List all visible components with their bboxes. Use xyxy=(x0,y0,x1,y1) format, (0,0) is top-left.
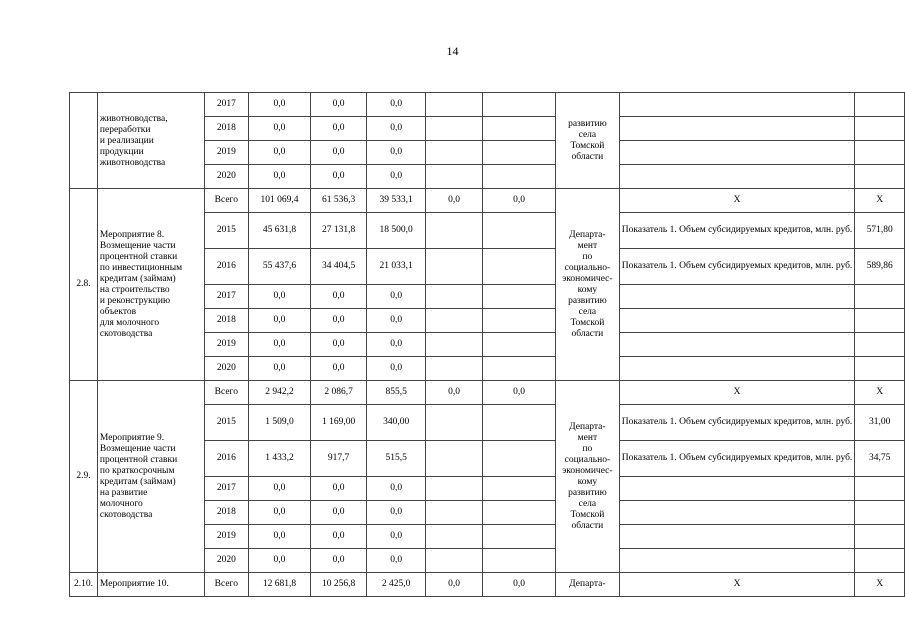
budget-cell: 515,5 xyxy=(367,441,426,477)
indicator-cell xyxy=(619,501,855,525)
executor-cell: Департа- xyxy=(555,573,619,597)
empty-cell xyxy=(425,309,482,333)
year-cell: 2016 xyxy=(204,249,249,285)
indicator-value-cell xyxy=(855,549,905,573)
budget-cell: 0,0 xyxy=(310,141,367,165)
total-cell: 45 631,8 xyxy=(249,213,311,249)
year-cell: 2018 xyxy=(204,501,249,525)
indicator-value-cell xyxy=(855,333,905,357)
budget-cell: 18 500,0 xyxy=(367,213,426,249)
budget-cell: 39 533,1 xyxy=(367,189,426,213)
year-cell: 2020 xyxy=(204,357,249,381)
indicator-cell xyxy=(619,165,855,189)
indicator-cell: Показатель 1. Объем субсидируемых кредитов, млн. руб. xyxy=(619,441,855,477)
budget-cell: 0,0 xyxy=(310,525,367,549)
empty-cell xyxy=(425,93,482,117)
empty-cell xyxy=(425,333,482,357)
budget-cell: 340,00 xyxy=(367,405,426,441)
year-cell: 2018 xyxy=(204,117,249,141)
program-activities-table xyxy=(69,92,905,597)
empty-cell xyxy=(483,441,556,477)
budget-cell: 0,0 xyxy=(310,285,367,309)
total-cell: 0,0 xyxy=(249,525,311,549)
empty-cell xyxy=(483,285,556,309)
empty-cell xyxy=(425,141,482,165)
budget-cell: 0,0 xyxy=(367,141,426,165)
table-row xyxy=(70,189,905,213)
indicator-cell: Показатель 1. Объем субсидируемых кредитов, млн. руб. xyxy=(619,213,855,249)
budget-cell: 0,0 xyxy=(367,165,426,189)
empty-cell xyxy=(483,117,556,141)
indicator-cell: Х xyxy=(619,573,855,597)
indicator-cell xyxy=(619,309,855,333)
year-cell: Всего xyxy=(204,381,249,405)
total-cell: 0,0 xyxy=(249,333,311,357)
empty-cell xyxy=(483,477,556,501)
budget-cell: 34 404,5 xyxy=(310,249,367,285)
indicator-value-cell xyxy=(855,525,905,549)
budget-cell: 21 033,1 xyxy=(367,249,426,285)
activity-name-cell: Мероприятие 10. xyxy=(97,573,204,597)
total-cell: 0,0 xyxy=(249,93,311,117)
indicator-cell xyxy=(619,549,855,573)
indicator-value-cell xyxy=(855,477,905,501)
total-cell: 0,0 xyxy=(249,309,311,333)
indicator-cell xyxy=(619,93,855,117)
budget-cell: 0,0 xyxy=(425,189,482,213)
indicator-value-cell: 589,86 xyxy=(855,249,905,285)
budget-cell: 2 086,7 xyxy=(310,381,367,405)
budget-cell: 0,0 xyxy=(310,477,367,501)
table-row xyxy=(70,381,905,405)
empty-cell xyxy=(483,309,556,333)
total-cell: 1 433,2 xyxy=(249,441,311,477)
empty-cell xyxy=(425,477,482,501)
indicator-cell: Х xyxy=(619,189,855,213)
indicator-value-cell xyxy=(855,357,905,381)
budget-cell: 0,0 xyxy=(483,573,556,597)
total-cell: 101 069,4 xyxy=(249,189,311,213)
year-cell: 2020 xyxy=(204,549,249,573)
budget-cell: 0,0 xyxy=(367,285,426,309)
total-cell: 0,0 xyxy=(249,117,311,141)
indicator-cell xyxy=(619,357,855,381)
year-cell: 2015 xyxy=(204,405,249,441)
year-cell: 2017 xyxy=(204,285,249,309)
table-row xyxy=(70,93,905,117)
budget-cell: 0,0 xyxy=(310,501,367,525)
total-cell: 0,0 xyxy=(249,285,311,309)
empty-cell xyxy=(483,165,556,189)
total-cell: 0,0 xyxy=(249,165,311,189)
budget-cell: 0,0 xyxy=(367,309,426,333)
indicator-value-cell xyxy=(855,117,905,141)
empty-cell xyxy=(425,165,482,189)
total-cell: 55 437,6 xyxy=(249,249,311,285)
total-cell: 0,0 xyxy=(249,141,311,165)
page-number: 14 xyxy=(446,44,459,58)
executor-cell: развитию села Томской области xyxy=(555,93,619,189)
empty-cell xyxy=(425,117,482,141)
indicator-value-cell: 571,80 xyxy=(855,213,905,249)
indicator-value-cell xyxy=(855,309,905,333)
activity-name-cell: Мероприятие 9. Возмещение части процентной ставки по краткосрочным кредитам (займам) на развитие молочного скотоводства xyxy=(97,381,204,573)
empty-cell xyxy=(483,405,556,441)
indicator-value-cell: 31,00 xyxy=(855,405,905,441)
budget-cell: 10 256,8 xyxy=(310,573,367,597)
indicator-value-cell xyxy=(855,93,905,117)
budget-cell: 27 131,8 xyxy=(310,213,367,249)
table-row xyxy=(70,573,905,597)
budget-cell: 0,0 xyxy=(310,93,367,117)
budget-cell: 0,0 xyxy=(310,165,367,189)
year-cell: 2019 xyxy=(204,525,249,549)
activity-number-cell: 2.9. xyxy=(70,381,98,573)
indicator-value-cell xyxy=(855,165,905,189)
empty-cell xyxy=(483,249,556,285)
activity-number-cell xyxy=(70,93,98,189)
executor-cell: Департа- мент по социально- экономичес- кому развитию села Томской области xyxy=(555,189,619,381)
total-cell: 1 509,0 xyxy=(249,405,311,441)
indicator-value-cell: Х xyxy=(855,381,905,405)
empty-cell xyxy=(483,525,556,549)
activity-number-cell: 2.8. xyxy=(70,189,98,381)
empty-cell xyxy=(483,333,556,357)
indicator-cell xyxy=(619,117,855,141)
indicator-value-cell xyxy=(855,141,905,165)
empty-cell xyxy=(425,441,482,477)
indicator-value-cell: 34,75 xyxy=(855,441,905,477)
year-cell: 2017 xyxy=(204,477,249,501)
indicator-cell: Показатель 1. Объем субсидируемых кредитов, млн. руб. xyxy=(619,249,855,285)
year-cell: 2017 xyxy=(204,93,249,117)
budget-cell: 0,0 xyxy=(310,357,367,381)
budget-cell: 0,0 xyxy=(310,117,367,141)
empty-cell xyxy=(425,285,482,309)
budget-cell: 0,0 xyxy=(310,549,367,573)
budget-cell: 2 425,0 xyxy=(367,573,426,597)
budget-cell: 0,0 xyxy=(367,117,426,141)
total-cell: 0,0 xyxy=(249,549,311,573)
total-cell: 2 942,2 xyxy=(249,381,311,405)
budget-cell: 0,0 xyxy=(367,501,426,525)
budget-cell: 1 169,00 xyxy=(310,405,367,441)
empty-cell xyxy=(425,405,482,441)
empty-cell xyxy=(483,357,556,381)
indicator-cell: Х xyxy=(619,381,855,405)
year-cell: Всего xyxy=(204,573,249,597)
budget-cell: 61 536,3 xyxy=(310,189,367,213)
indicator-cell: Показатель 1. Объем субсидируемых кредитов, млн. руб. xyxy=(619,405,855,441)
activity-number-cell: 2.10. xyxy=(70,573,98,597)
indicator-cell xyxy=(619,525,855,549)
budget-cell: 0,0 xyxy=(310,333,367,357)
indicator-value-cell: Х xyxy=(855,189,905,213)
indicator-cell xyxy=(619,141,855,165)
empty-cell xyxy=(425,501,482,525)
empty-cell xyxy=(483,549,556,573)
empty-cell xyxy=(425,525,482,549)
year-cell: Всего xyxy=(204,189,249,213)
total-cell: 12 681,8 xyxy=(249,573,311,597)
year-cell: 2019 xyxy=(204,141,249,165)
indicator-cell xyxy=(619,477,855,501)
empty-cell xyxy=(425,549,482,573)
budget-cell: 0,0 xyxy=(367,333,426,357)
year-cell: 2016 xyxy=(204,441,249,477)
executor-cell: Департа- мент по социально- экономичес- кому развитию села Томской области xyxy=(555,381,619,573)
total-cell: 0,0 xyxy=(249,357,311,381)
year-cell: 2020 xyxy=(204,165,249,189)
budget-cell: 0,0 xyxy=(367,93,426,117)
empty-cell xyxy=(483,501,556,525)
budget-cell: 0,0 xyxy=(367,525,426,549)
empty-cell xyxy=(483,213,556,249)
year-cell: 2018 xyxy=(204,309,249,333)
empty-cell xyxy=(483,93,556,117)
empty-cell xyxy=(425,249,482,285)
indicator-cell xyxy=(619,333,855,357)
budget-cell: 0,0 xyxy=(367,477,426,501)
empty-cell xyxy=(425,213,482,249)
year-cell: 2015 xyxy=(204,213,249,249)
budget-cell: 0,0 xyxy=(425,381,482,405)
activity-name-cell: Мероприятие 8. Возмещение части процентной ставки по инвестиционным кредитам (займам) на строительство и реконструкцию объектов для молочного скотоводства xyxy=(97,189,204,381)
budget-cell: 0,0 xyxy=(483,189,556,213)
budget-cell: 917,7 xyxy=(310,441,367,477)
budget-cell: 0,0 xyxy=(425,573,482,597)
activity-name-cell: животноводства, переработки и реализации продукции животноводства xyxy=(97,93,204,189)
indicator-cell xyxy=(619,285,855,309)
budget-cell: 855,5 xyxy=(367,381,426,405)
empty-cell xyxy=(483,141,556,165)
indicator-value-cell: Х xyxy=(855,573,905,597)
total-cell: 0,0 xyxy=(249,501,311,525)
budget-cell: 0,0 xyxy=(367,549,426,573)
budget-cell: 0,0 xyxy=(367,357,426,381)
indicator-value-cell xyxy=(855,285,905,309)
indicator-value-cell xyxy=(855,501,905,525)
budget-cell: 0,0 xyxy=(310,309,367,333)
empty-cell xyxy=(425,357,482,381)
budget-cell: 0,0 xyxy=(483,381,556,405)
total-cell: 0,0 xyxy=(249,477,311,501)
year-cell: 2019 xyxy=(204,333,249,357)
